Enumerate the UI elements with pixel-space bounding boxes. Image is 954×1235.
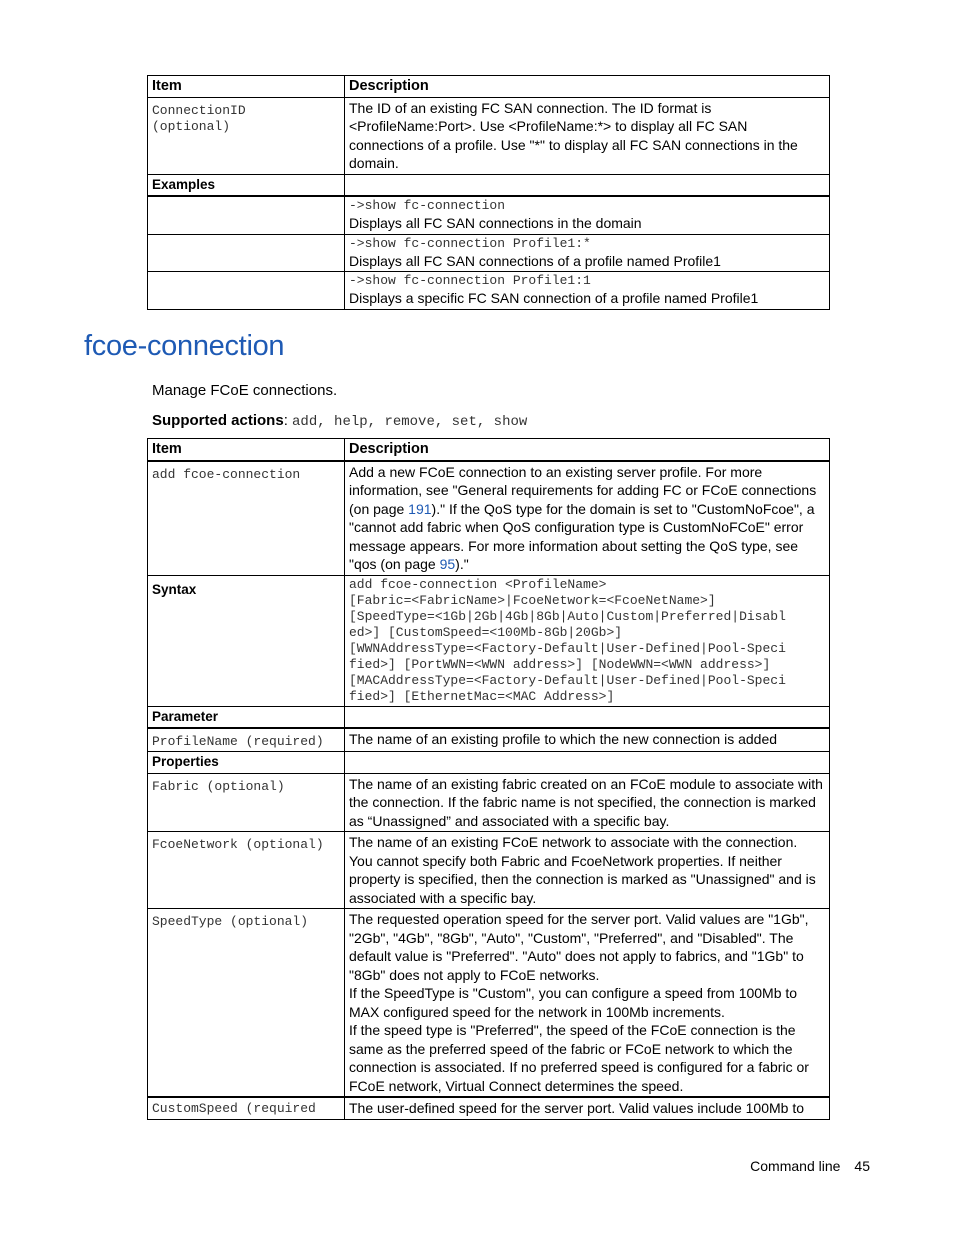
page-number: 45 (854, 1158, 870, 1174)
syntax-block (345, 575, 830, 706)
example-text: Displays all FC SAN connections of a profile named Profile1 (349, 252, 721, 269)
syntax-line: add fcoe-connection <ProfileName> (349, 576, 607, 592)
syntax-line: fied>] [PortWWN=<WWN address>] [NodeWWN=<WWN address>] (349, 656, 771, 672)
profilename-description: The name of an existing profile to which the new connection is added (345, 728, 830, 752)
table-row (148, 728, 830, 752)
property-row (148, 773, 830, 832)
property-description (345, 1097, 830, 1119)
item-qualifier: (optional) (152, 118, 231, 134)
description-paragraph: The name of an existing FCoE network to associate with the connection. (349, 834, 798, 850)
header-item: Item (148, 76, 345, 98)
example-row (148, 234, 830, 272)
examples-label: Examples (148, 174, 345, 196)
property-description (345, 832, 830, 909)
syntax-line: [SpeedType=<1Gb|2Gb|4Gb|8Gb|Auto|Custom|Preferred|Disabl (349, 608, 786, 624)
section-title: fcoe-connection (84, 330, 285, 362)
page-link-95[interactable]: 95 (439, 556, 456, 572)
item-name: ConnectionID (152, 102, 246, 118)
add-command-description (345, 461, 830, 576)
parameter-label: Parameter (148, 706, 345, 728)
section-intro: Manage FCoE connections. (152, 382, 338, 399)
header-description: Description (345, 76, 830, 98)
example-text: Displays a specific FC SAN connection of a profile named Profile1 (349, 290, 759, 306)
table-row (148, 461, 830, 576)
description-paragraph: You cannot specify both Fabric and FcoeNetwork properties. If neither property is specified, then the connection is marked as "Unassigned" and is associated with a specific bay. (349, 852, 816, 906)
property-row (148, 832, 830, 909)
add-command-item: add fcoe-connection (148, 461, 345, 576)
table-header-row (148, 76, 830, 98)
header-description: Description (345, 439, 830, 461)
syntax-label: Syntax (148, 575, 345, 706)
example-command: ->show fc-connection (349, 198, 506, 213)
syntax-row (148, 575, 830, 706)
page-link-191[interactable]: 191 (408, 500, 432, 517)
examples-section-row (148, 174, 830, 196)
description-paragraph: The name of an existing fabric created on an FCoE module to associate with the connection. If the fabric name is not specified, the connection is marked as “Unassigned” and associated with a specific bay. (349, 775, 823, 829)
profilename-item: ProfileName (required) (148, 728, 345, 752)
connectionid-description: The ID of an existing FC SAN connection. The ID format is <ProfileName:Port>. Use <ProfileName:*> to display all FC SAN connections of a profile. Use "*" to display all FC SAN connections in the domain. (345, 97, 830, 174)
fcoe-connection-table (147, 438, 830, 1120)
supported-actions-label: Supported actions (152, 412, 284, 429)
table-header-row (148, 439, 830, 461)
property-description (345, 773, 830, 832)
page-footer (750, 1158, 870, 1174)
properties-section-row (148, 752, 830, 774)
example-row (148, 272, 830, 310)
header-item: Item (148, 439, 345, 461)
connection-table (147, 75, 830, 310)
properties-label: Properties (148, 752, 345, 774)
property-item: Fabric (optional) (148, 773, 345, 832)
description-paragraph: If the SpeedType is "Custom", you can configure a speed from 100Mb to MAX configured speed for the network in 100Mb increments. (349, 985, 798, 1020)
property-row (148, 1097, 830, 1119)
supported-actions (152, 412, 527, 430)
example-text: Displays all FC SAN connections in the domain (349, 215, 642, 231)
parameter-section-row (148, 706, 830, 728)
property-item: FcoeNetwork (optional) (148, 832, 345, 909)
example-row (148, 196, 830, 234)
property-row (148, 909, 830, 1098)
description-paragraph: The user-defined speed for the server port. Valid values include 100Mb to (349, 1100, 804, 1116)
supported-actions-separator: : (283, 412, 293, 429)
syntax-line: [WWNAddressType=<Factory-Default|User-Defined|Pool-Speci (349, 640, 786, 656)
syntax-line: ed>] [CustomSpeed=<100Mb-8Gb|20Gb>] (349, 624, 623, 640)
description-text: )." (455, 556, 469, 572)
property-description (345, 909, 830, 1098)
property-item: SpeedType (optional) (148, 909, 345, 1098)
description-text: )." If the QoS type for the domain is set to "CustomNoFcoe", a "cannot add fabric when QoS configuration type is CustomNoFCoE" error message appears. For more information about setting the QoS type, see "qos (on page (349, 500, 815, 572)
supported-actions-value: add, help, remove, set, show (292, 414, 528, 430)
example-command: ->show fc-connection Profile1:* (349, 235, 591, 251)
table-row (148, 97, 830, 174)
syntax-line: [MACAddressType=<Factory-Default|User-Defined|Pool-Speci (349, 672, 786, 688)
syntax-line: fied>] [EthernetMac=<MAC Address>] (349, 688, 615, 704)
description-paragraph: If the speed type is "Preferred", the speed of the FCoE connection is the same as the preferred speed of the fabric or FCoE network to which the connection is associated. If no preferred speed is configured for a fabric or FCoE network, Virtual Connect determines the speed. (349, 1022, 809, 1094)
syntax-line: [Fabric=<FabricName>|FcoeNetwork=<FcoeNetName>] (349, 592, 716, 608)
footer-section: Command line (750, 1158, 841, 1174)
description-paragraph: The requested operation speed for the server port. Valid values are "1Gb", "2Gb", "4Gb", "8Gb", "Auto", "Custom", "Preferred", and "Disabled". The default value is "Preferred". "Auto" does not apply to fabrics, and "1Gb" to "8Gb" does not apply to FCoE networks. (349, 911, 809, 983)
connectionid-item (148, 97, 345, 174)
description-text: Add a new FCoE connection to an existing server profile. For more information, see "General requirements for adding FC or FCoE connections (on page (349, 463, 817, 517)
example-command: ->show fc-connection Profile1:1 (349, 273, 591, 288)
property-item: CustomSpeed (required (148, 1097, 345, 1119)
